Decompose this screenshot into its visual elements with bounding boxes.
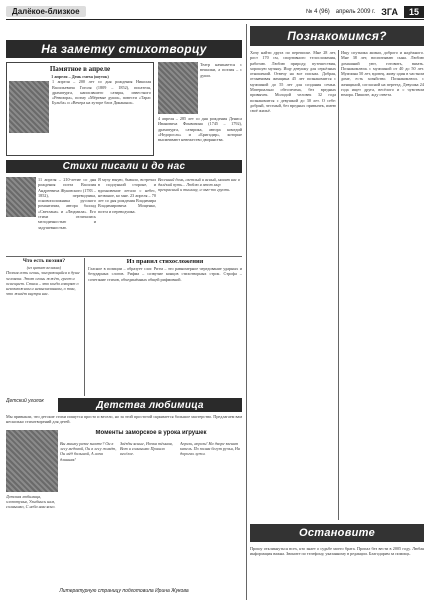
page-header: [6, 4, 424, 20]
fonvizin-text: 4 апреля – 285 лет со дня рождения Дениса Ивановича Фонвизина (1745 – 1792), драматурга, сатирика, автора комедий «Недоросль» и «Бригадир», которые высмеивают невежество дворянства.: [158, 116, 242, 143]
stop-banner: Остановите: [250, 524, 424, 542]
kids-poem-4: Детская любимица, хлопотунья, Улыбнись нам, солнышко, С неба нам ясно.: [6, 494, 56, 510]
fonvizin-portrait: [158, 62, 198, 114]
divider: [338, 50, 339, 520]
kids-banner: Детства любимица: [58, 398, 242, 412]
rules-title: Из правил стихосложения: [126, 258, 204, 265]
rules-text: Гласное в позиции – образует слог. Ритм – это равномерное чередование ударных и безударных слогов. Рифма – созвучие концов стихотворных строк. Строфа – сочетание стихов, объединённых общей рифмовкой.: [88, 266, 242, 282]
kids-label: Детский уголок: [6, 398, 44, 404]
section-title: Далёкое-близкое: [6, 6, 86, 17]
kids-poem-2: Звёзды ясные, Ночка тёмная, Вот и солнышко Пришло весёлое.: [120, 441, 173, 457]
memory-subtitle: 1 апреля – День смеха (шуток): [51, 74, 109, 79]
header-info: [306, 6, 424, 18]
poems-banner: Стихи писали и до нас: [6, 160, 242, 173]
kids-poem-3: Апрель, апрель! На дворе звенит капель. По полям бегут ручьи, На дорогах лужи.: [180, 441, 240, 457]
newspaper-logo: ЗГА: [381, 6, 398, 17]
dating-col-2: Ищу спутника жизни, доброго и надёжного. Мне 38 лет, воспитываю сына. Люблю домашний уют, готовить, вязать. Познакомлюсь с мужчиной от 40 до 50 лет. Мужчина 50 лет, вдовец, живу один в частном доме, есть хозяйство. Познакомлюсь с женщиной, согласной на переезд. Девушка 24 года ищет друга, весёлого и с чувством юмора. Пишите, жду ответа.: [341, 50, 424, 98]
memory-side-text: Театр начинается с вешалки, а поэзия – с души.: [200, 62, 242, 78]
child-photo: [6, 430, 58, 492]
memory-text: 1 апреля – 200 лет со дня рождения Николая Васильевича Гоголя (1809 – 1852), писателя, драматурга, написавшего сатиры, известного «Ревизора», поэму «Мёртвые души», повести «Тарас Бульба» и «Вечера на хуторе близ Диканьки».: [52, 79, 151, 106]
stop-text: Прошу откликнуться всех, кто знает о судьбе моего брата. Пропал без вести в 2005 году. Любая информация важна. Звоните по телефону, указанному в редакции. Благодарим за помощь.: [250, 546, 424, 557]
page-number: 15: [404, 6, 424, 18]
moshchenko-text: Я музу юную, бывало, встречал в подлунной стороне, и вдохновение летало с небес, незваное, ко мне. 23 апреля – 70 лет со дня рождения Владимира Владимировича Мощенко, поэта и переводчика.: [98, 177, 156, 214]
divider: [84, 258, 85, 396]
kids-subtitle: Моменты заморское в урока игрушек: [95, 430, 207, 436]
column-divider: [246, 24, 247, 600]
divider: [6, 256, 242, 257]
kids-poem-1: Вы мишку разве знаете? Он в лесу медовой, Он в лесу живёт, Он мёд большой, А лапа длинная!: [60, 441, 117, 462]
zhukovsky-portrait: [6, 177, 36, 217]
dating-col-1: Хочу найти друга по переписке. Мне 28 лет, рост 170 см, спортивного телосложения, работаю. Люблю природу, путешествия, хорошую музыку. Ищу девушку для серьёзных отношений. Отвечу на все письма. Добрая, отзывчивая женщина 45 лет познакомится с мужчиной до 55 лет для создания семьи. Материально обеспечена, без вредных привычек. Молодой человек 32 года познакомится с девушкой до 30 лет. О себе: добрый, честный, без вредных привычек, имею своё жильё.: [250, 50, 336, 114]
issue-number: № 4 (96): [306, 8, 330, 15]
poetry-quotes: [6, 258, 82, 396]
poet-banner: На заметку стихотворцу: [6, 40, 242, 58]
page-footer: Литературную страницу подготовила Ирина Жукова: [59, 588, 189, 594]
zhukovsky-text: 11 апреля – 210-летие со дня рождения поэта Василия Андреевича Жуковского (1783 – 1852), переводчика, основоположника русского романтизма, автора баллад «Светлана» и «Людмила». Его стихи отличались мелодичностью и задушевностью.: [38, 177, 96, 230]
memory-box: [6, 62, 154, 156]
gogol-portrait: [9, 81, 49, 133]
rules-section: [88, 258, 242, 396]
dating-banner: Познакомимся?: [250, 26, 424, 46]
poetry-subtitle: (из цитат великих): [26, 265, 62, 270]
spring-poem: Весенний день, светлый и ясный, манит нас в далёкий путь... Люблю я этот мир прекрасный и тишину, и чью-то грусть.: [158, 177, 240, 193]
issue-date: апрель 2009 г.: [335, 8, 376, 15]
kids-intro: Мы привыкли, что детские стихи пишутся просто и весело, но за этой простотой скрывается большое мастерство. Предлагаем вам несколько стихотворений для детей.: [6, 414, 242, 425]
poetry-text: Поэзия есть огонь, загорающийся в душе человека. Этот огонь жжёт, греет и освещает. Стихи – это когда говорят о невозможном и невысказанном, о том, что живёт внутри нас.: [6, 270, 80, 297]
memory-title: Памятное в апреле: [49, 65, 111, 73]
poetry-title: Что есть поэзия?: [22, 258, 66, 264]
